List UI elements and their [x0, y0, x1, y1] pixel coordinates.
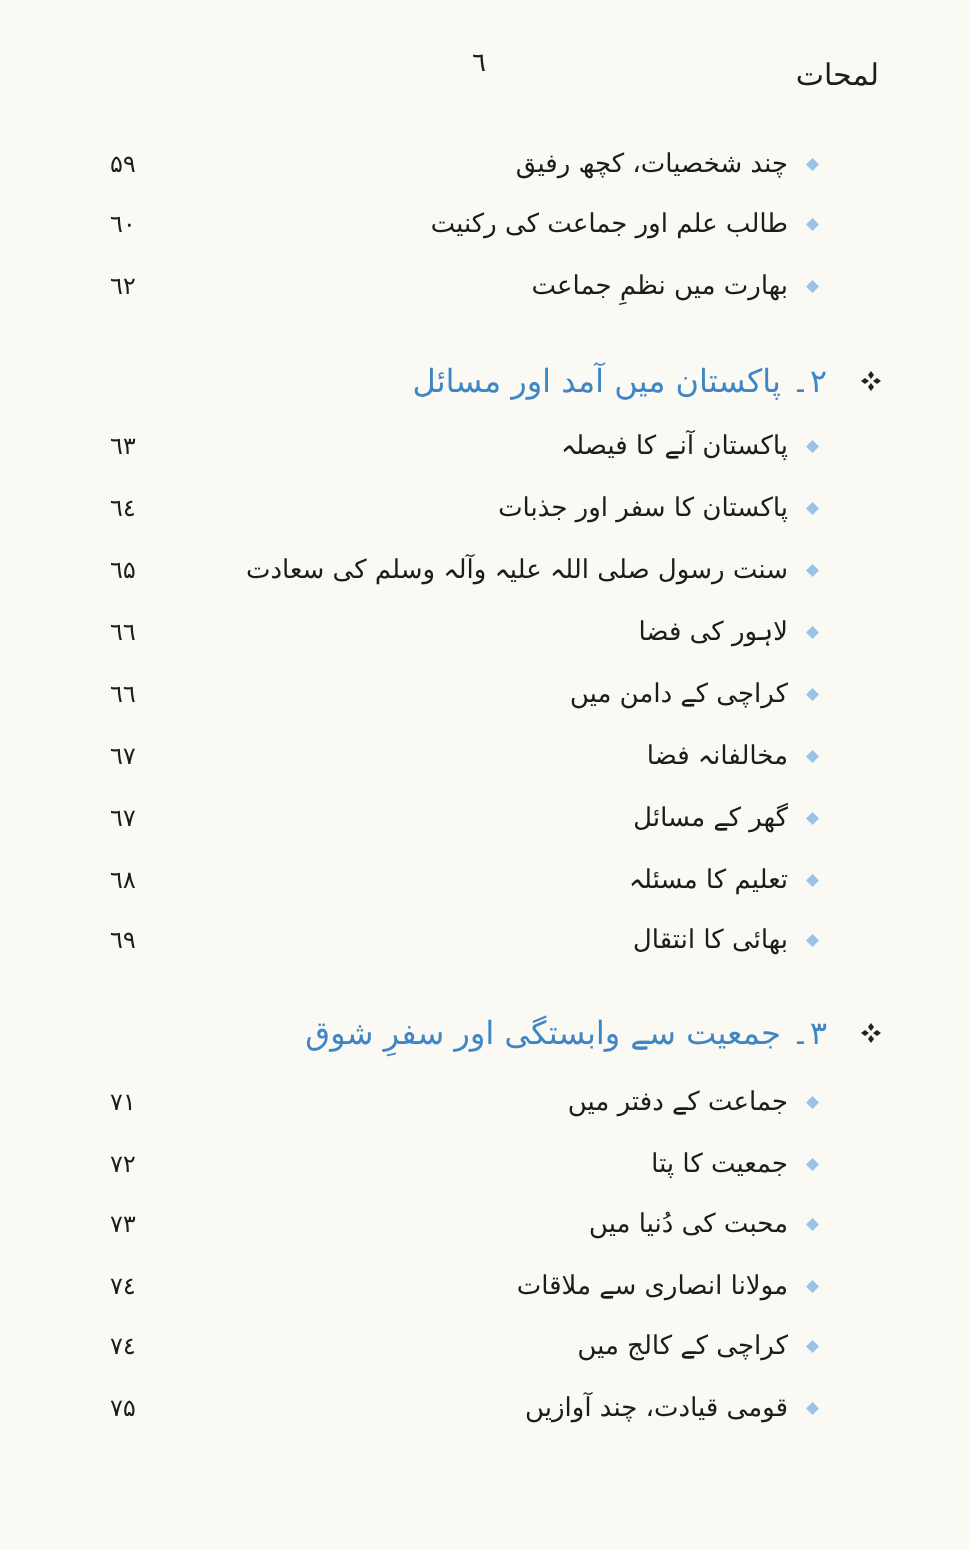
toc-entry[interactable]: [110, 1262, 819, 1310]
entry-title: جماعت کے دفتر میں: [567, 1087, 788, 1117]
entry-page-number: ٧١: [110, 1088, 136, 1116]
diamond-bullet-icon: [806, 1218, 819, 1231]
toc-entry[interactable]: [110, 732, 819, 780]
entry-title: بھائی کا انتقال: [632, 925, 788, 955]
entry-page-number: ٧۵: [110, 1394, 136, 1422]
diamond-bullet-icon: [806, 440, 819, 453]
toc-entry[interactable]: [110, 546, 819, 594]
toc-entry[interactable]: [110, 262, 819, 310]
toc-entry[interactable]: [110, 608, 819, 656]
entry-title: جمعیت کا پتا: [651, 1149, 788, 1179]
diamond-bullet-icon: [806, 502, 819, 515]
chapter-heading: [150, 354, 881, 408]
entry-title: بھارت میں نظمِ جماعت: [531, 271, 788, 301]
diamond-bullet-icon: [806, 280, 819, 293]
entry-page-number: ٦٦: [110, 680, 136, 708]
entry-page-number: ٦٦: [110, 618, 136, 646]
entry-title: پاکستان آنے کا فیصلہ: [560, 431, 788, 461]
entry-title: مولانا انصاری سے ملاقات: [516, 1271, 788, 1301]
diamond-bullet-icon: [806, 874, 819, 887]
entry-title: گھر کے مسائل: [633, 803, 788, 833]
entry-page-number: ٦٩: [110, 926, 136, 954]
entry-page-number: ٦٨: [110, 866, 136, 894]
diamond-bullet-icon: [806, 1280, 819, 1293]
entry-title: لاہور کی فضا: [638, 617, 788, 647]
toc-entry[interactable]: [110, 1322, 819, 1370]
entry-title: سنت رسول صلی اللہ علیہ وآلہ وسلم کی سعادت: [245, 555, 788, 585]
page-number: ٦: [472, 48, 486, 78]
entry-title: کراچی کے دامن میں: [569, 679, 788, 709]
toc-entry[interactable]: [110, 484, 819, 532]
entry-page-number: ٧٤: [110, 1272, 136, 1300]
diamond-bullet-icon: [806, 1402, 819, 1415]
entry-title: پاکستان کا سفر اور جذبات: [498, 493, 788, 523]
diamond-bullet-icon: [806, 1096, 819, 1109]
diamond-bullet-icon: [806, 688, 819, 701]
diamond-bullet-icon: [806, 626, 819, 639]
entry-page-number: ٦٤: [110, 494, 136, 522]
entry-page-number: ۵۹: [110, 150, 136, 178]
diamond-bullet-icon: [806, 158, 819, 171]
entry-title: کراچی کے کالج میں: [577, 1331, 788, 1361]
toc-entry[interactable]: [110, 1078, 819, 1126]
entry-title: قومی قیادت، چند آوازیں: [524, 1393, 788, 1423]
entry-page-number: ٦۵: [110, 556, 136, 584]
chapter-title: ۳۔ جمعیت سے وابستگی اور سفرِ شوق: [305, 1014, 827, 1052]
diamond-bullet-icon: [806, 812, 819, 825]
entry-title: مخالفانہ فضا: [646, 741, 788, 771]
entry-title: چند شخصیات، کچھ رفیق: [515, 149, 788, 179]
toc-entry[interactable]: [110, 670, 819, 718]
entry-page-number: ٦٠: [110, 210, 136, 238]
toc-entry[interactable]: [110, 422, 819, 470]
toc-entry[interactable]: [110, 916, 819, 964]
entry-page-number: ٧٢: [110, 1150, 136, 1178]
diamond-bullet-icon: [806, 750, 819, 763]
toc-entry[interactable]: [110, 1140, 819, 1188]
toc-entry[interactable]: [110, 140, 819, 188]
toc-entry[interactable]: [110, 1200, 819, 1248]
entry-page-number: ٦٣: [110, 432, 136, 460]
diamond-bullet-icon: [806, 1340, 819, 1353]
book-title: لمحات: [795, 58, 879, 93]
entry-title: محبت کی دُنیا میں: [588, 1209, 788, 1239]
entry-title: تعلیم کا مسئلہ: [628, 865, 788, 895]
entry-page-number: ٦٧: [110, 742, 136, 770]
four-diamond-ornament-icon: [861, 1023, 881, 1043]
entry-page-number: ٧٤: [110, 1332, 136, 1360]
toc-entry[interactable]: [110, 856, 819, 904]
toc-entry[interactable]: [110, 200, 819, 248]
toc-entry[interactable]: [110, 1384, 819, 1432]
entry-page-number: ٦٢: [110, 272, 136, 300]
diamond-bullet-icon: [806, 1158, 819, 1171]
chapter-title: ۲۔ پاکستان میں آمد اور مسائل: [412, 362, 827, 400]
entry-page-number: ٧٣: [110, 1210, 136, 1238]
entry-title: طالب علم اور جماعت کی رکنیت: [430, 209, 788, 239]
four-diamond-ornament-icon: [861, 371, 881, 391]
diamond-bullet-icon: [806, 934, 819, 947]
toc-entry[interactable]: [110, 794, 819, 842]
diamond-bullet-icon: [806, 564, 819, 577]
entry-page-number: ٦٧: [110, 804, 136, 832]
diamond-bullet-icon: [806, 218, 819, 231]
chapter-heading: [150, 1006, 881, 1060]
